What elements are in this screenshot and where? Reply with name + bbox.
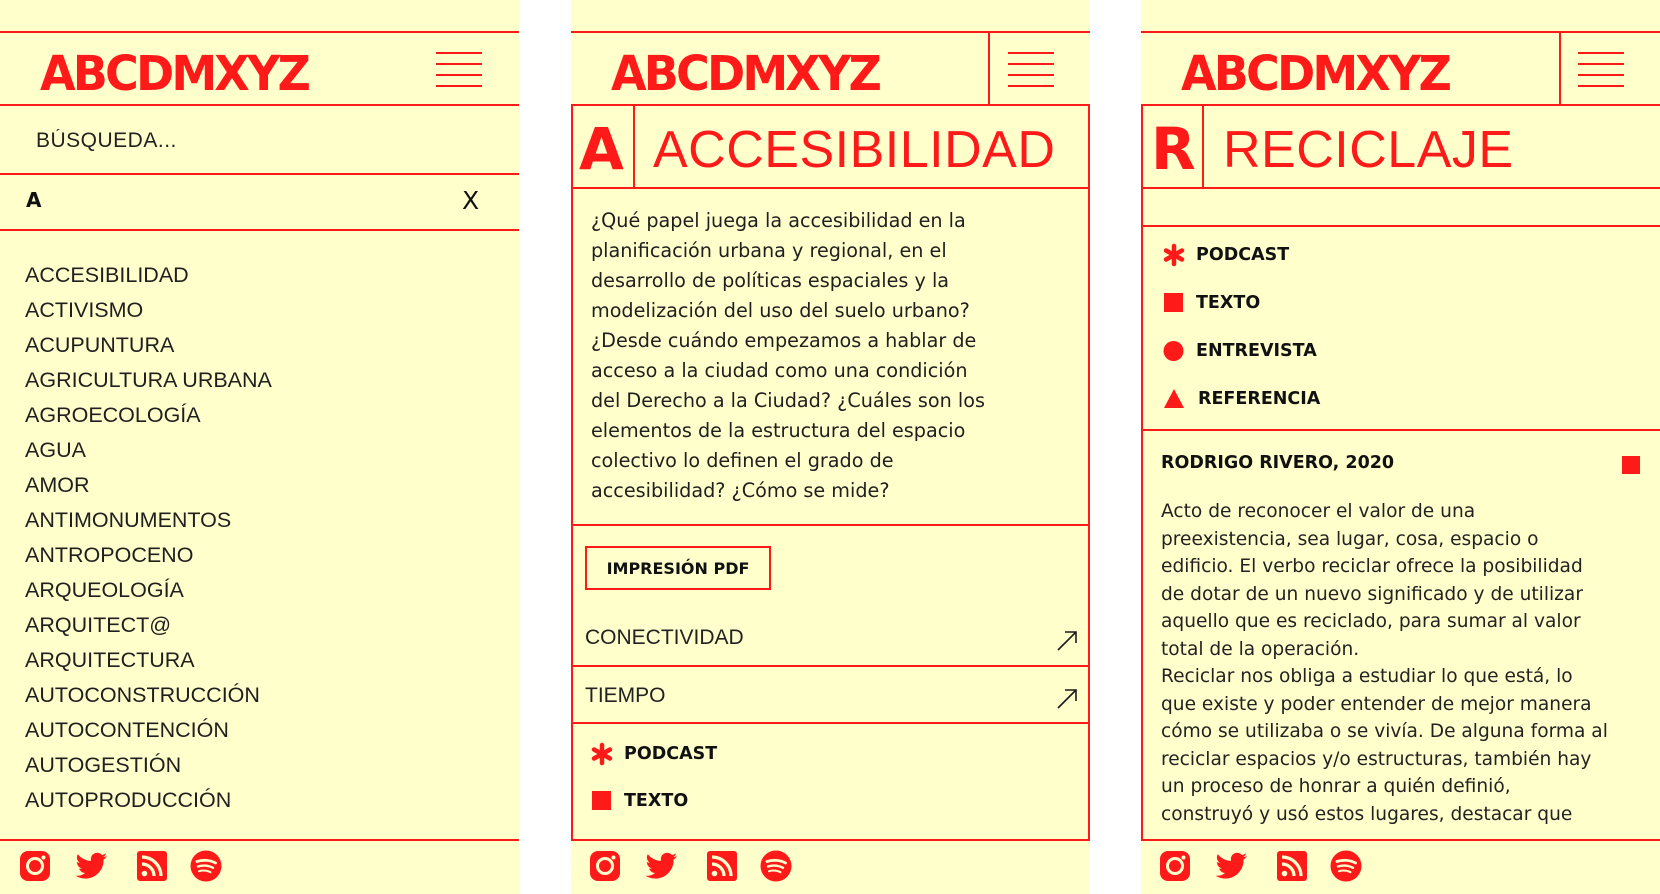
- divider: [1141, 225, 1660, 227]
- asterisk-icon: [591, 742, 613, 766]
- term-item[interactable]: AMOR: [25, 473, 90, 497]
- divider: [0, 229, 519, 231]
- term-item[interactable]: AGRICULTURA URBANA: [25, 368, 272, 392]
- rss-icon[interactable]: [704, 848, 740, 884]
- site-logo[interactable]: ABCDMXYZ: [1181, 46, 1449, 102]
- instagram-icon[interactable]: [17, 848, 53, 884]
- divider: [1141, 187, 1660, 189]
- term-letter: A: [579, 115, 624, 183]
- term-item[interactable]: AGUA: [25, 438, 86, 462]
- triangle-icon: [1163, 387, 1185, 411]
- divider: [0, 31, 519, 33]
- related-link-tiempo[interactable]: TIEMPO: [571, 668, 1090, 724]
- instagram-icon[interactable]: [1157, 848, 1193, 884]
- term-item[interactable]: AUTOCONSTRUCCIÓN: [25, 683, 260, 707]
- term-item[interactable]: ACCESIBILIDAD: [25, 263, 189, 287]
- divider: [0, 839, 519, 841]
- term-item[interactable]: ANTROPOCENO: [25, 543, 194, 567]
- term-title: ACCESIBILIDAD: [653, 121, 1056, 179]
- arrow-up-right-icon: [1056, 688, 1078, 710]
- spotify-icon[interactable]: [758, 848, 794, 884]
- divider: [1141, 104, 1143, 839]
- spotify-icon[interactable]: [188, 848, 224, 884]
- letter-filter: A: [26, 188, 42, 212]
- spotify-icon[interactable]: [1328, 848, 1364, 884]
- related-link-conectividad[interactable]: CONECTIVIDAD: [571, 610, 1090, 666]
- term-item[interactable]: AUTOPRODUCCIÓN: [25, 788, 232, 812]
- divider: [0, 104, 519, 106]
- close-icon[interactable]: X: [462, 186, 480, 215]
- divider: [1088, 104, 1090, 839]
- twitter-icon[interactable]: [73, 848, 109, 884]
- term-item[interactable]: ACTIVISMO: [25, 298, 144, 322]
- instagram-icon[interactable]: [587, 848, 623, 884]
- asterisk-icon: [1163, 243, 1185, 267]
- divider: [1141, 839, 1660, 841]
- divider: [1202, 104, 1204, 188]
- divider: [1559, 31, 1561, 106]
- divider: [571, 524, 1090, 526]
- divider: [1141, 429, 1660, 431]
- term-item[interactable]: AGROECOLOGÍA: [25, 403, 201, 427]
- search-input[interactable]: [36, 126, 496, 156]
- divider: [988, 31, 990, 106]
- term-item[interactable]: ACUPUNTURA: [25, 333, 175, 357]
- print-pdf-button[interactable]: IMPRESIÓN PDF: [585, 546, 771, 590]
- square-icon: [1622, 456, 1640, 474]
- term-detail-reciclaje: ABCDMXYZ R RECICLAJE PODCAST TEXTO ENTREVISTA REFERENCIA RODRIGO RIVERO, 2020 Acto de reconocer el valor de una preexistencia, sea lugar, cosa, espacio o edificio. El verbo reciclar ofrece la posibilidad de dotar de un nuevo significado y de utilizar aquello que es reciclado, para sumar al valor total de la operación. Reciclar nos obliga a estudiar lo que está, lo que existe y poder entender de mejor manera cómo se utilizaba o se vivía. De alguna forma al reciclar espacios y/o estructuras, también hay un proceso de honrar a quién definió, construyó y usó estos lugares, destacar que: [1141, 0, 1660, 894]
- entry-definition: Acto de reconocer el valor de una preexistencia, sea lugar, cosa, espacio o edificio. El verbo reciclar ofrece la posibilidad de dotar de un nuevo significado y de utilizar aquello que es reciclado, para sumar al valor total de la operación. Reciclar nos obliga a estudiar lo que está, lo que existe y poder entender de mejor manera cómo se utilizaba o se vivía. De alguna forma al reciclar espacios y/o estructuras, también hay un proceso de honrar a quién definió, construyó y usó estos lugares, destacar que: [1161, 501, 1608, 825]
- term-item[interactable]: ARQUITECTURA: [25, 648, 195, 672]
- square-icon: [591, 789, 613, 813]
- term-item[interactable]: ANTIMONUMENTOS: [25, 508, 232, 532]
- term-detail-accesibilidad: ABCDMXYZ A ACCESIBILIDAD ¿Qué papel juega la accesibilidad en la planificación urbana y regional, en el desarrollo de políticas espaciales y la modelización del uso del suelo urbano? ¿Desde cuándo empezamos a hablar de acceso a la ciudad como una condición del Derecho a la Ciudad? ¿Cuáles son los elementos de la estructura del espacio colectivo lo definen el grado de accesibilidad? ¿Cómo se mide? IMPRESIÓN PDF CONECTIVIDAD TIEMPO PODCAST TEXTO: [571, 0, 1090, 894]
- rss-icon[interactable]: [134, 848, 170, 884]
- divider: [571, 31, 1090, 33]
- term-item[interactable]: ARQUITECT@: [25, 613, 172, 637]
- divider: [0, 173, 519, 175]
- term-item[interactable]: ARQUEOLOGÍA: [25, 578, 184, 602]
- menu-icon[interactable]: [436, 52, 482, 88]
- term-title: RECICLAJE: [1223, 121, 1514, 179]
- term-item[interactable]: AUTOCONTENCIÓN: [25, 718, 229, 742]
- square-icon: [1163, 291, 1185, 315]
- twitter-icon[interactable]: [643, 848, 679, 884]
- twitter-icon[interactable]: [1213, 848, 1249, 884]
- site-logo[interactable]: ABCDMXYZ: [40, 46, 308, 102]
- menu-icon[interactable]: [1578, 52, 1624, 88]
- term-item[interactable]: AUTOGESTIÓN: [25, 753, 182, 777]
- divider: [1141, 104, 1660, 106]
- site-logo[interactable]: ABCDMXYZ: [611, 46, 879, 102]
- entry-author: RODRIGO RIVERO, 2020: [1161, 453, 1395, 473]
- circle-icon: [1163, 339, 1185, 363]
- rss-icon[interactable]: [1274, 848, 1310, 884]
- divider: [571, 839, 1090, 841]
- term-letter: R: [1151, 115, 1196, 183]
- term-list: [25, 258, 272, 818]
- divider: [1141, 31, 1660, 33]
- divider: [571, 187, 1090, 189]
- menu-icon[interactable]: [1008, 52, 1054, 88]
- divider: [571, 104, 573, 839]
- arrow-up-right-icon: [1056, 630, 1078, 652]
- divider: [571, 722, 1090, 724]
- search-screen: [0, 0, 519, 894]
- divider: [571, 665, 1090, 667]
- divider: [633, 104, 635, 188]
- divider: [571, 104, 1090, 106]
